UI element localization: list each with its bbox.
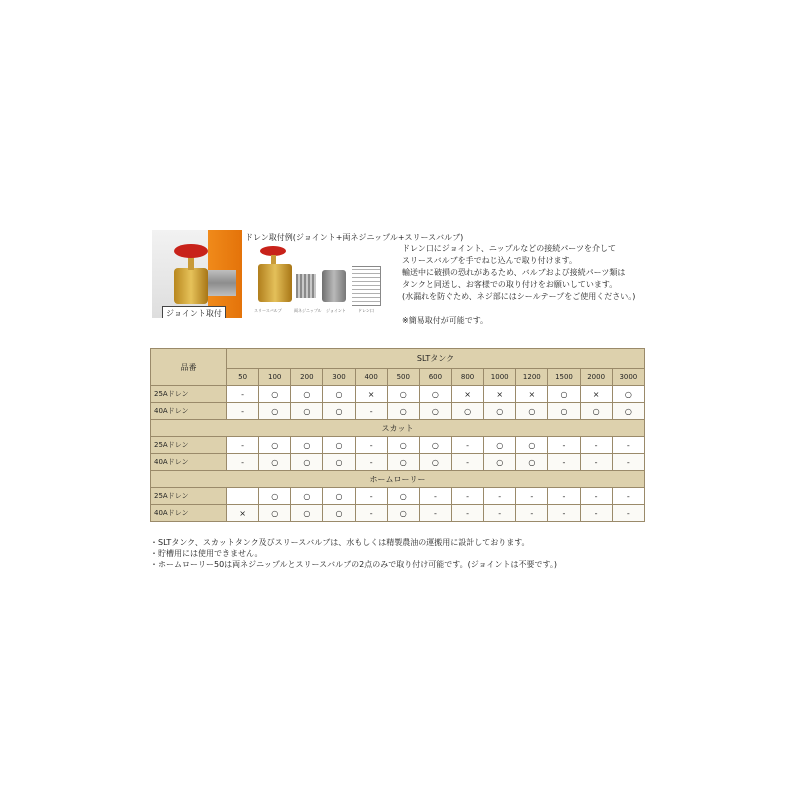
compat-cell: ○ bbox=[612, 386, 644, 403]
size-header: 1200 bbox=[516, 369, 548, 386]
compat-cell: ○ bbox=[419, 454, 451, 471]
footnote: ・貯槽用には使用できません。 bbox=[150, 549, 263, 558]
compat-cell: - bbox=[355, 505, 387, 522]
compat-cell: ○ bbox=[419, 403, 451, 420]
parts-diagram bbox=[250, 244, 385, 326]
size-header: 50 bbox=[227, 369, 259, 386]
install-example-title: ドレン取付例(ジョイント+両ネジニップル+スリースバルブ) bbox=[245, 233, 464, 242]
compat-cell: ○ bbox=[484, 437, 516, 454]
compat-cell: - bbox=[612, 505, 644, 522]
gate-valve-part bbox=[258, 264, 292, 302]
compat-cell: ○ bbox=[291, 386, 323, 403]
compat-cell: - bbox=[612, 437, 644, 454]
part-number-cell: 25Aドレン bbox=[151, 437, 227, 454]
compat-cell: ○ bbox=[516, 403, 548, 420]
part-number-header: 品番 bbox=[151, 349, 227, 386]
nipple-part bbox=[296, 274, 316, 298]
compat-cell: × bbox=[484, 386, 516, 403]
part-number-cell: 40Aドレン bbox=[151, 454, 227, 471]
part-number-cell: 40Aドレン bbox=[151, 505, 227, 522]
compat-cell: × bbox=[580, 386, 612, 403]
compat-cell: - bbox=[355, 403, 387, 420]
compat-cell: ○ bbox=[419, 437, 451, 454]
joint-pipe bbox=[206, 270, 236, 296]
valve-stem bbox=[188, 256, 194, 270]
compat-cell: ○ bbox=[259, 488, 291, 505]
compat-cell: - bbox=[227, 437, 259, 454]
compat-cell: - bbox=[580, 437, 612, 454]
compat-cell: ○ bbox=[484, 403, 516, 420]
compat-cell: - bbox=[612, 488, 644, 505]
compat-cell: ○ bbox=[323, 454, 355, 471]
compat-cell: ○ bbox=[323, 386, 355, 403]
compat-cell: - bbox=[227, 454, 259, 471]
compat-cell: - bbox=[516, 488, 548, 505]
table-row bbox=[151, 386, 645, 403]
compat-cell: ○ bbox=[516, 437, 548, 454]
footnotes bbox=[150, 537, 557, 570]
compat-cell: - bbox=[419, 488, 451, 505]
compat-cell: ○ bbox=[323, 437, 355, 454]
compat-cell: - bbox=[355, 454, 387, 471]
valve-body bbox=[174, 268, 208, 304]
size-header: 500 bbox=[387, 369, 419, 386]
compat-cell: - bbox=[580, 488, 612, 505]
section-row bbox=[151, 420, 645, 437]
description-line: タンクと同送し、お客様での取り付けをお願いしています。 bbox=[402, 280, 618, 289]
compat-cell: - bbox=[516, 505, 548, 522]
compat-cell: - bbox=[227, 386, 259, 403]
compat-cell: - bbox=[419, 505, 451, 522]
compat-cell: - bbox=[451, 505, 483, 522]
size-header: 3000 bbox=[612, 369, 644, 386]
size-header: 400 bbox=[355, 369, 387, 386]
compat-cell: ○ bbox=[387, 386, 419, 403]
table-row bbox=[151, 488, 645, 505]
description-line: ドレン口にジョイント、ニップルなどの接続パーツを介して bbox=[402, 244, 616, 253]
compat-cell: ○ bbox=[259, 454, 291, 471]
compat-cell: - bbox=[484, 488, 516, 505]
caption-valve: スリースバルブ bbox=[254, 308, 282, 313]
compat-cell: ○ bbox=[259, 437, 291, 454]
compat-cell: ○ bbox=[291, 488, 323, 505]
simple-install-note: ※簡易取付が可能です。 bbox=[402, 316, 489, 325]
size-header: 600 bbox=[419, 369, 451, 386]
compatibility-table bbox=[150, 348, 645, 522]
compat-cell: ○ bbox=[387, 488, 419, 505]
section-title: ホームローリー bbox=[151, 471, 645, 488]
compat-cell: ○ bbox=[516, 454, 548, 471]
compat-cell: - bbox=[227, 403, 259, 420]
compat-cell: - bbox=[355, 437, 387, 454]
size-header: 200 bbox=[291, 369, 323, 386]
caption-joint: ジョイント bbox=[326, 308, 346, 313]
compat-cell: ○ bbox=[548, 386, 580, 403]
compat-cell: ○ bbox=[580, 403, 612, 420]
compat-cell: - bbox=[548, 454, 580, 471]
compat-cell: - bbox=[580, 454, 612, 471]
compat-cell: ○ bbox=[259, 505, 291, 522]
description-line: (水漏れを防ぐため、ネジ部にはシールテープをご使用ください。) bbox=[402, 292, 636, 301]
compat-cell: ○ bbox=[323, 403, 355, 420]
compat-cell: ○ bbox=[291, 437, 323, 454]
compat-cell: ○ bbox=[323, 488, 355, 505]
part-number-cell: 25Aドレン bbox=[151, 488, 227, 505]
footnote: ・ホームローリー50は両ネジニップルとスリースバルブの2点のみで取り付け可能です。(ジョイントは不要です。) bbox=[150, 560, 558, 569]
description-line: スリースバルブを手でねじ込んで取り付けます。 bbox=[402, 256, 577, 265]
compat-cell: ○ bbox=[612, 403, 644, 420]
part-number-cell: 25Aドレン bbox=[151, 386, 227, 403]
compat-cell: - bbox=[580, 505, 612, 522]
compat-cell: - bbox=[451, 488, 483, 505]
description-line: 輸送中に破損の恐れがあるため、バルブおよび接続パーツ類は bbox=[402, 268, 626, 277]
compat-cell: × bbox=[355, 386, 387, 403]
footnote: ・SLTタンク、スカットタンク及びスリースバルブは、水もしくは精製農油の運搬用に設計しております。 bbox=[150, 538, 530, 547]
size-header: 100 bbox=[259, 369, 291, 386]
table-row bbox=[151, 437, 645, 454]
table-header-row bbox=[151, 349, 645, 369]
compat-cell: ○ bbox=[548, 403, 580, 420]
compat-cell: ○ bbox=[387, 437, 419, 454]
compat-cell: ○ bbox=[387, 403, 419, 420]
compat-cell: ○ bbox=[291, 505, 323, 522]
installed-valve-photo bbox=[152, 230, 242, 318]
compat-cell: - bbox=[451, 437, 483, 454]
compat-cell: ○ bbox=[291, 454, 323, 471]
size-header: 300 bbox=[323, 369, 355, 386]
compat-cell: × bbox=[227, 505, 259, 522]
compat-cell: × bbox=[451, 386, 483, 403]
caption-nipple: 両ネジニップル bbox=[294, 308, 322, 313]
compat-cell: - bbox=[612, 454, 644, 471]
compat-cell: ○ bbox=[291, 403, 323, 420]
compat-cell: ○ bbox=[259, 386, 291, 403]
compat-cell: - bbox=[548, 437, 580, 454]
size-header: 1500 bbox=[548, 369, 580, 386]
size-header: 2000 bbox=[580, 369, 612, 386]
joint-part bbox=[322, 270, 346, 302]
section-row bbox=[151, 471, 645, 488]
compat-cell bbox=[227, 488, 259, 505]
compat-cell: ○ bbox=[419, 386, 451, 403]
install-description bbox=[402, 243, 652, 303]
tank-group-header: SLTタンク bbox=[227, 349, 645, 369]
compat-cell: - bbox=[548, 488, 580, 505]
compat-cell: ○ bbox=[387, 454, 419, 471]
part-number-cell: 40Aドレン bbox=[151, 403, 227, 420]
photo-label: ジョイント取付 bbox=[162, 306, 226, 318]
caption-drain: ドレン口 bbox=[358, 308, 374, 313]
compat-cell: ○ bbox=[259, 403, 291, 420]
size-header: 800 bbox=[451, 369, 483, 386]
compat-cell: - bbox=[355, 488, 387, 505]
compat-cell: ○ bbox=[484, 454, 516, 471]
compat-cell: - bbox=[484, 505, 516, 522]
compat-cell: ○ bbox=[323, 505, 355, 522]
valve-handwheel bbox=[174, 244, 208, 258]
compat-cell: - bbox=[451, 454, 483, 471]
compat-cell: ○ bbox=[387, 505, 419, 522]
table-row bbox=[151, 505, 645, 522]
size-header: 1000 bbox=[484, 369, 516, 386]
compat-cell: - bbox=[548, 505, 580, 522]
table-row bbox=[151, 454, 645, 471]
section-title: スカット bbox=[151, 420, 645, 437]
compat-cell: × bbox=[516, 386, 548, 403]
drain-port-part bbox=[352, 266, 381, 306]
compat-cell: ○ bbox=[451, 403, 483, 420]
table-row bbox=[151, 403, 645, 420]
